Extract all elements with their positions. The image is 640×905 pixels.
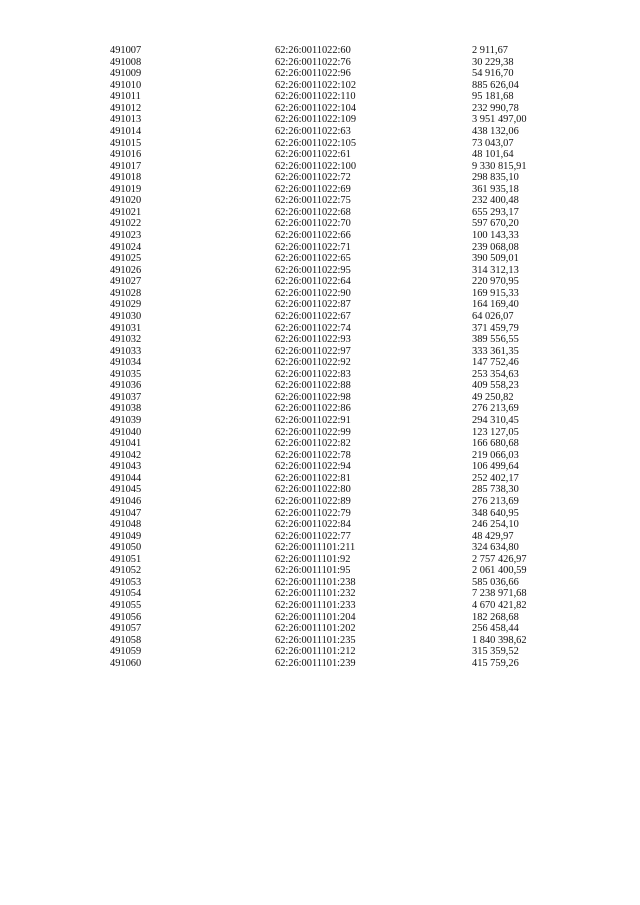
cadastral-value-cell: 246 254,10 <box>472 519 519 531</box>
table-row <box>110 542 592 554</box>
row-id-cell: 491020 <box>110 195 142 207</box>
cadastral-value-cell: 4 670 421,82 <box>472 600 527 611</box>
cadastral-value-cell: 2 911,67 <box>472 45 508 56</box>
row-id-cell: 491024 <box>110 241 142 253</box>
table-row <box>110 172 592 184</box>
table-row <box>110 138 592 150</box>
table-row <box>110 519 592 531</box>
table-row <box>110 484 592 496</box>
row-id-cell: 491057 <box>110 623 142 635</box>
cadastral-value-cell: 48 101,64 <box>472 149 514 161</box>
table-row <box>110 554 592 566</box>
table-row <box>110 299 592 311</box>
table-row <box>110 658 592 670</box>
row-id-cell: 491040 <box>110 426 142 438</box>
row-id-cell: 491034 <box>110 357 142 369</box>
row-id-cell: 491033 <box>110 345 142 357</box>
row-id-cell: 491060 <box>110 657 142 669</box>
cadastral-value-cell: 409 558,23 <box>472 380 519 392</box>
cadastral-number-cell: 62:26:0011022:79 <box>275 507 351 519</box>
cadastral-value-cell: 182 268,68 <box>472 611 519 623</box>
cadastral-value-cell: 219 066,03 <box>472 449 519 461</box>
row-id-cell: 491032 <box>110 334 142 346</box>
cadastral-number-cell: 62:26:0011022:65 <box>275 253 351 265</box>
cadastral-number-cell: 62:26:0011101:238 <box>275 576 356 588</box>
table-row <box>110 242 592 254</box>
table-row <box>110 415 592 427</box>
table-row <box>110 276 592 288</box>
cadastral-value-cell: 30 229,38 <box>472 56 514 68</box>
cadastral-number-cell: 62:26:0011022:95 <box>275 264 351 276</box>
cadastral-value-cell: 239 068,08 <box>472 241 519 253</box>
table-row <box>110 253 592 265</box>
table-row <box>110 91 592 103</box>
cadastral-number-cell: 62:26:0011022:99 <box>275 426 351 438</box>
table-row <box>110 207 592 219</box>
cadastral-number-cell: 62:26:0011101:232 <box>275 588 356 600</box>
cadastral-value-cell: 415 759,26 <box>472 657 519 669</box>
table-row <box>110 80 592 92</box>
cadastral-value-table <box>110 45 592 669</box>
row-id-cell: 491037 <box>110 391 142 403</box>
row-id-cell: 491015 <box>110 137 142 149</box>
row-id-cell: 491050 <box>110 542 142 554</box>
table-row <box>110 357 592 369</box>
row-id-cell: 491031 <box>110 322 142 334</box>
cadastral-number-cell: 62:26:0011022:91 <box>275 415 351 426</box>
cadastral-number-cell: 62:26:0011022:97 <box>275 345 351 357</box>
table-row <box>110 450 592 462</box>
row-id-cell: 491021 <box>110 206 142 218</box>
row-id-cell: 491052 <box>110 565 142 577</box>
row-id-cell: 491054 <box>110 588 142 600</box>
cadastral-value-cell: 220 970,95 <box>472 276 519 288</box>
table-row <box>110 265 592 277</box>
row-id-cell: 491053 <box>110 576 142 588</box>
cadastral-value-cell: 371 459,79 <box>472 322 519 334</box>
cadastral-value-cell: 655 293,17 <box>472 206 519 218</box>
table-row <box>110 635 592 647</box>
row-id-cell: 491030 <box>110 310 142 322</box>
table-row <box>110 531 592 543</box>
table-row <box>110 230 592 242</box>
table-row <box>110 380 592 392</box>
row-id-cell: 491026 <box>110 264 142 276</box>
cadastral-number-cell: 62:26:0011022:67 <box>275 310 351 322</box>
row-id-cell: 491036 <box>110 380 142 392</box>
cadastral-value-cell: 49 250,82 <box>472 391 514 403</box>
cadastral-number-cell: 62:26:0011101:233 <box>275 600 356 611</box>
table-row <box>110 508 592 520</box>
cadastral-value-cell: 64 026,07 <box>472 310 514 322</box>
row-id-cell: 491059 <box>110 646 142 658</box>
table-row <box>110 103 592 115</box>
cadastral-value-cell: 2 757 426,97 <box>472 553 527 565</box>
cadastral-value-cell: 885 626,04 <box>472 79 519 91</box>
table-row <box>110 577 592 589</box>
table-row <box>110 496 592 508</box>
cadastral-number-cell: 62:26:0011022:71 <box>275 241 351 253</box>
cadastral-number-cell: 62:26:0011022:84 <box>275 519 351 531</box>
cadastral-number-cell: 62:26:0011101:239 <box>275 657 356 669</box>
table-row <box>110 438 592 450</box>
cadastral-value-cell: 285 738,30 <box>472 484 519 496</box>
row-id-cell: 491017 <box>110 160 142 172</box>
table-row <box>110 565 592 577</box>
cadastral-value-cell: 389 556,55 <box>472 334 519 346</box>
cadastral-number-cell: 62:26:0011022:96 <box>275 68 351 80</box>
cadastral-number-cell: 62:26:0011022:104 <box>275 102 357 114</box>
row-id-cell: 491028 <box>110 287 142 299</box>
table-row <box>110 392 592 404</box>
row-id-cell: 491022 <box>110 218 142 230</box>
row-id-cell: 491058 <box>110 634 142 646</box>
cadastral-number-cell: 62:26:0011022:89 <box>275 495 351 507</box>
table-body <box>110 45 592 669</box>
table-row <box>110 612 592 624</box>
row-id-cell: 491013 <box>110 114 142 126</box>
row-id-cell: 491042 <box>110 449 142 461</box>
row-id-cell: 491029 <box>110 299 142 311</box>
row-id-cell: 491027 <box>110 276 142 288</box>
cadastral-value-cell: 390 509,01 <box>472 253 519 265</box>
cadastral-number-cell: 62:26:0011022:83 <box>275 368 351 380</box>
cadastral-value-cell: 315 359,52 <box>472 646 519 658</box>
cadastral-number-cell: 62:26:0011022:60 <box>275 45 351 56</box>
cadastral-value-cell: 48 429,97 <box>472 530 514 542</box>
cadastral-number-cell: 62:26:0011022:69 <box>275 183 351 195</box>
cadastral-value-cell: 348 640,95 <box>472 507 519 519</box>
cadastral-number-cell: 62:26:0011022:87 <box>275 299 351 311</box>
cadastral-number-cell: 62:26:0011101:204 <box>275 611 356 623</box>
cadastral-value-cell: 147 752,46 <box>472 357 519 369</box>
cadastral-number-cell: 62:26:0011022:86 <box>275 403 351 415</box>
cadastral-number-cell: 62:26:0011022:61 <box>275 149 351 161</box>
table-row <box>110 346 592 358</box>
cadastral-number-cell: 62:26:0011101:235 <box>275 634 356 646</box>
table-row <box>110 288 592 300</box>
cadastral-number-cell: 62:26:0011022:77 <box>275 530 351 542</box>
table-row <box>110 149 592 161</box>
cadastral-number-cell: 62:26:0011022:82 <box>275 438 351 450</box>
cadastral-number-cell: 62:26:0011022:109 <box>275 114 357 126</box>
cadastral-value-cell: 252 402,17 <box>472 472 519 484</box>
cadastral-number-cell: 62:26:0011022:76 <box>275 56 351 68</box>
cadastral-value-cell: 276 213,69 <box>472 403 519 415</box>
table-row <box>110 427 592 439</box>
row-id-cell: 491048 <box>110 519 142 531</box>
table-row <box>110 334 592 346</box>
cadastral-number-cell: 62:26:0011101:202 <box>275 623 356 635</box>
row-id-cell: 491039 <box>110 415 142 426</box>
table-row <box>110 68 592 80</box>
table-row <box>110 311 592 323</box>
cadastral-number-cell: 62:26:0011022:88 <box>275 380 351 392</box>
cadastral-number-cell: 62:26:0011022:66 <box>275 230 351 241</box>
cadastral-value-cell: 294 310,45 <box>472 415 519 426</box>
row-id-cell: 491046 <box>110 495 142 507</box>
cadastral-number-cell: 62:26:0011022:110 <box>275 91 356 103</box>
cadastral-value-cell: 106 499,64 <box>472 461 519 473</box>
cadastral-value-cell: 314 312,13 <box>472 264 519 276</box>
table-row <box>110 473 592 485</box>
row-id-cell: 491035 <box>110 368 142 380</box>
cadastral-value-cell: 324 634,80 <box>472 542 519 554</box>
table-row <box>110 323 592 335</box>
row-id-cell: 491044 <box>110 472 142 484</box>
row-id-cell: 491025 <box>110 253 142 265</box>
row-id-cell: 491049 <box>110 530 142 542</box>
table-row <box>110 184 592 196</box>
table-row <box>110 461 592 473</box>
cadastral-value-cell: 3 951 497,00 <box>472 114 527 126</box>
cadastral-number-cell: 62:26:0011022:68 <box>275 206 351 218</box>
cadastral-value-cell: 298 835,10 <box>472 172 519 184</box>
row-id-cell: 491009 <box>110 68 142 80</box>
cadastral-value-cell: 2 061 400,59 <box>472 565 527 577</box>
cadastral-number-cell: 62:26:0011022:75 <box>275 195 351 207</box>
table-row <box>110 126 592 138</box>
cadastral-value-cell: 100 143,33 <box>472 230 519 241</box>
cadastral-value-cell: 73 043,07 <box>472 137 514 149</box>
cadastral-value-cell: 166 680,68 <box>472 438 519 450</box>
row-id-cell: 491055 <box>110 600 142 611</box>
cadastral-value-cell: 333 361,35 <box>472 345 519 357</box>
cadastral-number-cell: 62:26:0011022:70 <box>275 218 351 230</box>
cadastral-value-cell: 276 213,69 <box>472 495 519 507</box>
row-id-cell: 491056 <box>110 611 142 623</box>
table-row <box>110 161 592 173</box>
row-id-cell: 491038 <box>110 403 142 415</box>
row-id-cell: 491007 <box>110 45 142 56</box>
table-row <box>110 45 592 57</box>
cadastral-number-cell: 62:26:0011022:81 <box>275 472 351 484</box>
cadastral-number-cell: 62:26:0011101:95 <box>275 565 351 577</box>
cadastral-number-cell: 62:26:0011022:94 <box>275 461 351 473</box>
cadastral-number-cell: 62:26:0011022:63 <box>275 125 351 137</box>
cadastral-number-cell: 62:26:0011022:102 <box>275 79 357 91</box>
cadastral-number-cell: 62:26:0011022:80 <box>275 484 351 496</box>
row-id-cell: 491011 <box>110 91 141 103</box>
row-id-cell: 491043 <box>110 461 142 473</box>
cadastral-value-cell: 95 181,68 <box>472 91 514 103</box>
cadastral-number-cell: 62:26:0011022:105 <box>275 137 357 149</box>
table-row <box>110 218 592 230</box>
cadastral-number-cell: 62:26:0011022:100 <box>275 160 357 172</box>
cadastral-number-cell: 62:26:0011101:92 <box>275 553 351 565</box>
cadastral-value-cell: 54 916,70 <box>472 68 514 80</box>
table-row <box>110 369 592 381</box>
cadastral-value-cell: 256 458,44 <box>472 623 519 635</box>
row-id-cell: 491012 <box>110 102 142 114</box>
row-id-cell: 491045 <box>110 484 142 496</box>
table-row <box>110 646 592 658</box>
cadastral-number-cell: 62:26:0011022:92 <box>275 357 351 369</box>
cadastral-value-cell: 169 915,33 <box>472 287 519 299</box>
cadastral-value-cell: 438 132,06 <box>472 125 519 137</box>
cadastral-value-cell: 123 127,05 <box>472 426 519 438</box>
cadastral-number-cell: 62:26:0011022:78 <box>275 449 351 461</box>
row-id-cell: 491010 <box>110 79 142 91</box>
row-id-cell: 491016 <box>110 149 142 161</box>
row-id-cell: 491023 <box>110 230 142 241</box>
table-row <box>110 623 592 635</box>
cadastral-value-cell: 232 990,78 <box>472 102 519 114</box>
row-id-cell: 491014 <box>110 125 142 137</box>
row-id-cell: 491019 <box>110 183 142 195</box>
table-row <box>110 588 592 600</box>
cadastral-number-cell: 62:26:0011022:72 <box>275 172 351 184</box>
row-id-cell: 491041 <box>110 438 142 450</box>
cadastral-value-cell: 597 670,20 <box>472 218 519 230</box>
cadastral-value-cell: 1 840 398,62 <box>472 634 527 646</box>
cadastral-value-cell: 164 169,40 <box>472 299 519 311</box>
cadastral-number-cell: 62:26:0011101:212 <box>275 646 356 658</box>
cadastral-number-cell: 62:26:0011022:74 <box>275 322 351 334</box>
cadastral-value-cell: 9 330 815,91 <box>472 160 527 172</box>
cadastral-number-cell: 62:26:0011022:64 <box>275 276 351 288</box>
row-id-cell: 491018 <box>110 172 142 184</box>
cadastral-value-cell: 585 036,66 <box>472 576 519 588</box>
table-row <box>110 195 592 207</box>
cadastral-value-cell: 361 935,18 <box>472 183 519 195</box>
row-id-cell: 491008 <box>110 56 142 68</box>
row-id-cell: 491047 <box>110 507 142 519</box>
table-row <box>110 114 592 126</box>
cadastral-value-cell: 7 238 971,68 <box>472 588 527 600</box>
table-row <box>110 600 592 612</box>
table-row <box>110 403 592 415</box>
cadastral-value-cell: 232 400,48 <box>472 195 519 207</box>
cadastral-number-cell: 62:26:0011101:211 <box>275 542 356 554</box>
table-row <box>110 57 592 69</box>
cadastral-number-cell: 62:26:0011022:90 <box>275 287 351 299</box>
cadastral-value-cell: 253 354,63 <box>472 368 519 380</box>
row-id-cell: 491051 <box>110 553 142 565</box>
cadastral-number-cell: 62:26:0011022:98 <box>275 391 351 403</box>
cadastral-number-cell: 62:26:0011022:93 <box>275 334 351 346</box>
